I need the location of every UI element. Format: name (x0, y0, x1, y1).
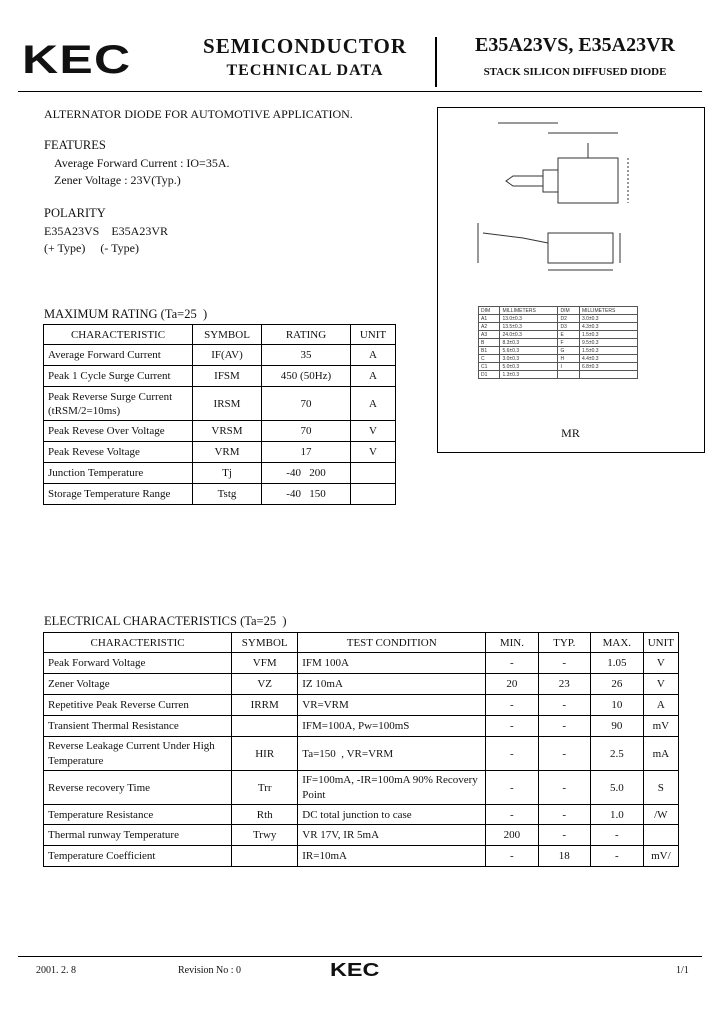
dim-cell: H (558, 355, 579, 363)
cell-rating: -40 150 (262, 484, 351, 505)
dim-cell: 13.0±0.3 (500, 315, 558, 323)
header-title: SEMICONDUCTOR (203, 34, 407, 58)
cell-min: - (486, 846, 538, 867)
cell-unit: S (643, 771, 678, 805)
cell-rating: 450 (50Hz) (262, 366, 351, 387)
dim-cell: 4.4±0.3 (579, 355, 637, 363)
dim-cell: I (558, 363, 579, 371)
cell-typ: - (538, 737, 590, 771)
max-rating-table (43, 324, 396, 505)
column-header: TEST CONDITION (298, 633, 486, 653)
cell-condition: IF=100mA, -IR=100mA 90% Recovery Point (298, 771, 486, 805)
cell-unit: A (643, 695, 678, 716)
part-description: STACK SILICON DIFFUSED DIODE (483, 66, 667, 78)
cell-unit: mV/ (643, 846, 678, 867)
header-rule (18, 91, 702, 92)
cell-condition: DC total junction to case (298, 805, 486, 825)
cell-min: 20 (486, 674, 538, 695)
cell-typ: - (538, 653, 590, 674)
cell-characteristic: Peak Revese Over Voltage (44, 421, 193, 442)
cell-max: 2.5 (590, 737, 643, 771)
dim-cell: 13.5±0.3 (500, 323, 558, 331)
polarity-types: (+ Type) (- Type) (44, 241, 139, 255)
dim-cell (558, 371, 579, 379)
cell-min: - (486, 737, 538, 771)
cell-symbol: VRM (193, 442, 262, 463)
header-divider (435, 37, 437, 87)
column-header: SYMBOL (193, 325, 262, 345)
cell-typ: - (538, 695, 590, 716)
dim-cell: 1.5±0.3 (579, 331, 637, 339)
dim-cell: 24.0±0.3 (500, 331, 558, 339)
cell-rating: 35 (262, 345, 351, 366)
cell-symbol: Tstg (193, 484, 262, 505)
table-row (44, 366, 396, 387)
cell-characteristic: Temperature Resistance (44, 805, 232, 825)
cell-symbol: IRRM (232, 695, 298, 716)
table-row (44, 421, 396, 442)
dim-cell: A2 (479, 323, 500, 331)
table-row (44, 484, 396, 505)
feature-item: Zener Voltage : 23V(Typ.) (54, 173, 181, 187)
footer-date: 2001. 2. 8 (36, 965, 76, 976)
dim-cell: G (558, 347, 579, 355)
cell-min: - (486, 653, 538, 674)
dim-cell (579, 371, 637, 379)
cell-symbol: IFSM (193, 366, 262, 387)
cell-condition: IZ 10mA (298, 674, 486, 695)
cell-symbol: Tj (193, 463, 262, 484)
dim-cell: 6.8±0.3 (579, 363, 637, 371)
cell-unit (643, 825, 678, 846)
table-row (479, 363, 638, 371)
table-row (44, 846, 679, 867)
company-logo: KEC (22, 38, 132, 82)
polarity-parts: E35A23VS E35A23VR (44, 224, 169, 238)
cell-rating: 70 (262, 421, 351, 442)
dim-cell: 9.5±0.3 (579, 339, 637, 347)
table-row (479, 331, 638, 339)
cell-characteristic: Peak Reverse Surge Current (tRSM/2=10ms) (44, 387, 193, 421)
dim-cell: C1 (479, 363, 500, 371)
electrical-heading: ELECTRICAL CHARACTERISTICS (Ta=25 ) (44, 614, 287, 628)
cell-symbol (232, 846, 298, 867)
column-header: MIN. (486, 633, 538, 653)
cell-max: - (590, 825, 643, 846)
dim-cell: A1 (479, 315, 500, 323)
column-header: DIM (558, 307, 579, 315)
cell-characteristic: Peak Revese Voltage (44, 442, 193, 463)
cell-min: - (486, 805, 538, 825)
cell-characteristic: Junction Temperature (44, 463, 193, 484)
cell-characteristic: Storage Temperature Range (44, 484, 193, 505)
cell-max: 5.0 (590, 771, 643, 805)
cell-typ: - (538, 825, 590, 846)
cell-symbol: Trr (232, 771, 298, 805)
table-row (44, 805, 679, 825)
cell-condition: IR=10mA (298, 846, 486, 867)
dimension-table (478, 306, 638, 379)
cell-typ: - (538, 771, 590, 805)
table-row (44, 345, 396, 366)
cell-typ: - (538, 716, 590, 737)
cell-unit: V (351, 442, 396, 463)
dim-cell: 5.0±0.3 (500, 363, 558, 371)
column-header: DIM (479, 307, 500, 315)
table-row (44, 653, 679, 674)
table-row (479, 315, 638, 323)
cell-max: 10 (590, 695, 643, 716)
column-header: RATING (262, 325, 351, 345)
cell-unit: V (643, 653, 678, 674)
cell-condition: IFM 100A (298, 653, 486, 674)
cell-unit (351, 463, 396, 484)
cell-characteristic: Peak 1 Cycle Surge Current (44, 366, 193, 387)
cell-max: 1.0 (590, 805, 643, 825)
cell-rating: -40 200 (262, 463, 351, 484)
cell-characteristic: Peak Forward Voltage (44, 653, 232, 674)
cell-characteristic: Zener Voltage (44, 674, 232, 695)
cell-typ: - (538, 805, 590, 825)
column-header: UNIT (351, 325, 396, 345)
part-numbers: E35A23VS, E35A23VR (474, 34, 676, 56)
dim-cell: 8.3±0.3 (500, 339, 558, 347)
table-row (44, 387, 396, 421)
cell-characteristic: Reverse recovery Time (44, 771, 232, 805)
cell-condition: VR=VRM (298, 695, 486, 716)
cell-min: 200 (486, 825, 538, 846)
header-subtitle: TECHNICAL DATA (226, 62, 384, 79)
package-label: MR (561, 426, 580, 440)
dim-cell: A3 (479, 331, 500, 339)
cell-unit: mA (643, 737, 678, 771)
cell-min: - (486, 716, 538, 737)
column-header: CHARACTERISTIC (44, 325, 193, 345)
table-row (44, 674, 679, 695)
application-title: ALTERNATOR DIODE FOR AUTOMOTIVE APPLICATION. (44, 107, 353, 121)
column-header: TYP. (538, 633, 590, 653)
cell-symbol: VZ (232, 674, 298, 695)
cell-symbol: IF(AV) (193, 345, 262, 366)
column-header: CHARACTERISTIC (44, 633, 232, 653)
footer-page: 1/1 (676, 965, 689, 976)
column-header: MILLIMETERS (579, 307, 637, 315)
dim-cell: 4.3±0.3 (579, 323, 637, 331)
cell-symbol: Trwy (232, 825, 298, 846)
polarity-heading: POLARITY (44, 206, 106, 220)
table-row (479, 371, 638, 379)
cell-max: 1.05 (590, 653, 643, 674)
cell-condition: VR 17V, IR 5mA (298, 825, 486, 846)
cell-characteristic: Repetitive Peak Reverse Curren (44, 695, 232, 716)
dim-cell: F (558, 339, 579, 347)
cell-symbol: HIR (232, 737, 298, 771)
table-row (44, 771, 679, 805)
max-rating-heading: MAXIMUM RATING (Ta=25 ) (44, 307, 208, 321)
dim-cell: D3 (558, 323, 579, 331)
dim-cell: D2 (558, 315, 579, 323)
table-row (479, 307, 638, 315)
dim-cell: B (479, 339, 500, 347)
table-row (44, 716, 679, 737)
cell-characteristic: Transient Thermal Resistance (44, 716, 232, 737)
cell-min: - (486, 695, 538, 716)
table-row (479, 355, 638, 363)
cell-symbol: IRSM (193, 387, 262, 421)
cell-condition: Ta=150 , VR=VRM (298, 737, 486, 771)
cell-symbol: Rth (232, 805, 298, 825)
column-header: MAX. (590, 633, 643, 653)
dim-cell: 5.6±0.3 (500, 347, 558, 355)
cell-unit: A (351, 366, 396, 387)
footer-logo: KEC (330, 960, 380, 980)
cell-rating: 17 (262, 442, 351, 463)
feature-item: Average Forward Current : IO=35A. (54, 156, 230, 170)
dim-cell: 1.5±0.3 (579, 347, 637, 355)
electrical-table (43, 632, 679, 867)
cell-unit: mV (643, 716, 678, 737)
cell-unit: A (351, 387, 396, 421)
dim-cell: D1 (479, 371, 500, 379)
cell-symbol (232, 716, 298, 737)
table-row (44, 442, 396, 463)
footer-rule (18, 956, 702, 957)
dim-cell: 3.0±0.3 (500, 355, 558, 363)
dim-cell: C (479, 355, 500, 363)
cell-unit: V (351, 421, 396, 442)
features-heading: FEATURES (44, 138, 106, 152)
table-row (44, 463, 396, 484)
cell-max: - (590, 846, 643, 867)
cell-typ: 23 (538, 674, 590, 695)
table-row (44, 737, 679, 771)
table-row (479, 347, 638, 355)
cell-unit: V (643, 674, 678, 695)
cell-characteristic: Thermal runway Temperature (44, 825, 232, 846)
column-header: SYMBOL (232, 633, 298, 653)
package-drawing (438, 108, 704, 298)
cell-symbol: VFM (232, 653, 298, 674)
cell-typ: 18 (538, 846, 590, 867)
footer-revision: Revision No : 0 (178, 965, 242, 976)
cell-characteristic: Reverse Leakage Current Under High Temperature (44, 737, 232, 771)
cell-max: 26 (590, 674, 643, 695)
cell-characteristic: Temperature Coefficient (44, 846, 232, 867)
cell-max: 90 (590, 716, 643, 737)
cell-min: - (486, 771, 538, 805)
table-row (479, 323, 638, 331)
dim-cell: 3.0±0.3 (579, 315, 637, 323)
column-header: MILLIMETERS (500, 307, 558, 315)
cell-unit: /W (643, 805, 678, 825)
column-header: UNIT (643, 633, 678, 653)
dim-cell: B1 (479, 347, 500, 355)
cell-condition: IFM=100A, Pw=100mS (298, 716, 486, 737)
cell-characteristic: Average Forward Current (44, 345, 193, 366)
cell-unit (351, 484, 396, 505)
cell-symbol: VRSM (193, 421, 262, 442)
package-diagram (437, 107, 705, 453)
dim-cell: E (558, 331, 579, 339)
table-row (44, 825, 679, 846)
dim-cell: 1.3±0.3 (500, 371, 558, 379)
table-row (44, 695, 679, 716)
table-row (479, 339, 638, 347)
cell-rating: 70 (262, 387, 351, 421)
cell-unit: A (351, 345, 396, 366)
